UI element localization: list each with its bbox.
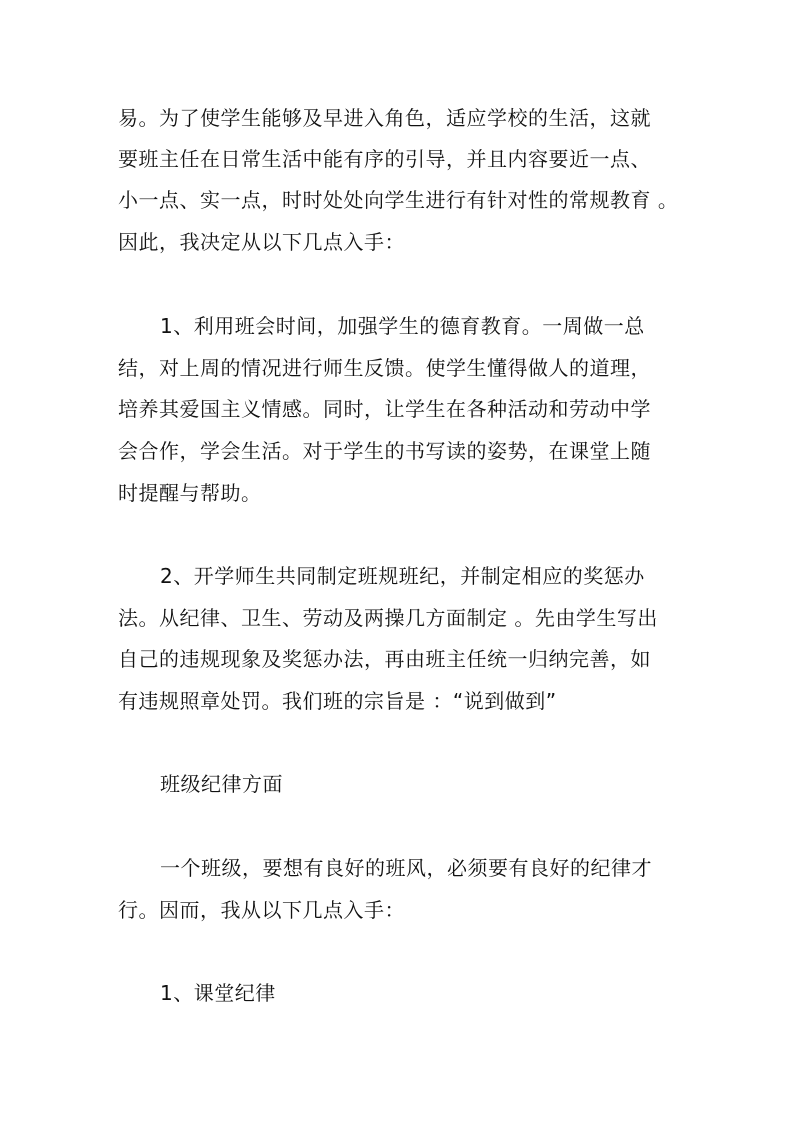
text-line: 法。从纪律、卫生、劳动及两操几方面制定 。先由学生写出 [118,606,658,630]
text-line: 因此，我决定从以下几点入手： [118,230,405,254]
text-line: 结，对上周的情况进行师生反馈。使学生懂得做人的道理， [118,356,651,380]
text-line: 有违规照章处罚。我们班的宗旨是 ：“说到做到” [118,689,557,713]
subsection-heading: 1、课堂纪律 [160,981,276,1005]
text-line: 时提醒与帮助。 [118,481,262,505]
paragraph-3-first-line: 一个班级，要想有良好的班风，必须要有良好的纪律才 [160,856,652,880]
text-line: 易。为了使学生能够及早进入角色，适应学校的生活，这就 [118,106,651,130]
text-line: 自己的违规现象及奖惩办法，再由班主任统一归纳完善，如 [118,647,651,671]
text-line: 要班主任在日常生活中能有序的引导，并且内容要近一点、 [118,147,651,171]
text-line: 行。因而，我从以下几点入手： [118,898,405,922]
section-heading: 班级纪律方面 [160,772,283,796]
text-line: 培养其爱国主义情感。同时，让学生在各种活动和劳动中学 [118,397,651,421]
paragraph-1-first-line: 1、利用班会时间，加强学生的德育教育。一周做一总 [160,314,645,338]
text-line: 小一点、实一点，时时处处向学生进行有针对性的常规教育 。 [118,188,679,212]
text-line: 会合作，学会生活。对于学生的书写读的姿势，在课堂上随 [118,439,651,463]
paragraph-2-first-line: 2、开学师生共同制定班规班纪，并制定相应的奖惩办 [160,564,645,588]
